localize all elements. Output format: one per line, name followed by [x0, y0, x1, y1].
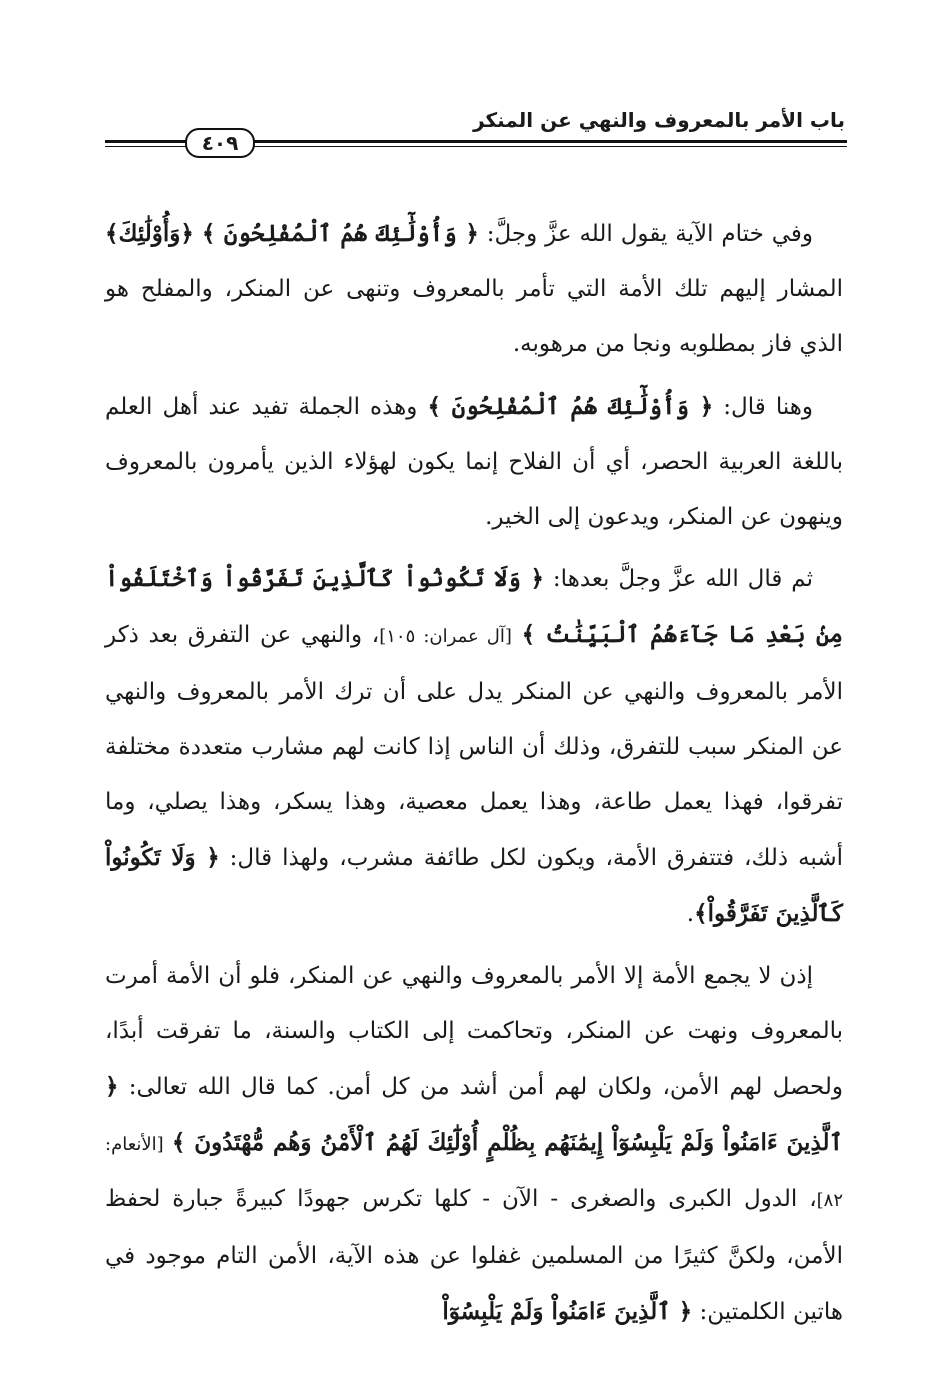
body-text-segment: إذن لا يجمع الأمة إلا الأمر بالمعروف والنهي عن المنكر، فلو أن الأمة أمرت بالمعروف ونهت عن المنكر، وتحاكمت إلى الكتاب والسنة، ما تفرقت أبدًا، ولحصل لهم الأمن، ولكان لهم أمن أشد من كل أمن. كما قال الله تعالى:	[105, 962, 843, 1101]
quran-verse: ﴿ وَلَا تَكُونُواْ كَٱلَّذِينَ تَفَرَّقُواْ وَٱخْتَلَفُواْ مِنۢ بَعْدِ مَا جَآءَهُمُ ٱلْبَيِّنَٰتُ ﴾	[105, 565, 843, 649]
body-text-segment	[164, 1130, 172, 1156]
quran-verse: ﴿ وَأُوْلَٰٓئِكَ هُمُ ٱلْمُفْلِحُونَ ﴾	[427, 392, 714, 420]
paragraph	[105, 551, 843, 942]
body-text-segment: وفي ختام الآية يقول الله عزَّ وجلَّ:	[478, 221, 814, 247]
body-text-segment	[512, 622, 522, 648]
quran-verse: ﴿ ٱلَّذِينَ ءَامَنُواْ وَلَمْ يَلْبِسُوٓاْ	[442, 1297, 693, 1325]
page-number: ٤٠٩	[185, 128, 255, 158]
verse-reference: [آل عمران: ١٠٥]	[379, 626, 512, 648]
body-text-segment: ، الدول الكبرى والصغرى - الآن - كلها تكرس جهودًا كبيرةً جبارة لحفظ الأمن، ولكنَّ كثيرًا من المسلمين غفلوا عن هذه الآية، الأمن التام موجود في هاتين الكلمتين:	[105, 1186, 843, 1325]
verse-reference: [الأنعام: ٨٢]	[105, 1134, 843, 1212]
quran-verse: ﴿ ٱلَّذِينَ ءَامَنُواْ وَلَمْ يَلْبِسُوٓاْ إِيمَٰنَهُم بِظُلْمٍ أُوْلَٰٓئِكَ لَهُمُ ٱلْأَمْنُ وَهُم مُّهْتَدُونَ ﴾	[105, 1073, 843, 1157]
quran-verse: ﴿ وَلَا تَكُونُواْ كَٱلَّذِينَ تَفَرَّقُواْ﴾	[105, 844, 843, 928]
body-text-segment: وهذه الجملة تفيد عند أهل العلم باللغة العربية الحصر، أي أن الفلاح إنما يكون لهؤلاء الذين يأمرون بالمعروف وينهون عن المنكر، ويدعون إلى الخير.	[105, 393, 843, 531]
body-text-segment	[194, 221, 202, 247]
chapter-title: باب الأمر بالمعروف والنهي عن المنكر	[473, 108, 845, 132]
body-text-segment: ثم قال الله عزَّ وجلَّ بعدها:	[544, 566, 814, 593]
paragraph	[105, 379, 843, 546]
body-text-segment: وهنا قال:	[713, 393, 813, 420]
paragraph	[105, 949, 843, 1340]
body-text-segment: .	[686, 901, 695, 928]
body-text-segment: ، والنهي عن التفرق بعد ذكر الأمر بالمعروف والنهي عن المنكر يدل على أن ترك الأمر بالمعروف والنهي عن المنكر سبب للتفرق، وذلك أن الناس إذا كانت لهم مشارب متعددة مختلفة تفرقوا، فهذا يعمل طاعة، وهذا يعمل معصية، وهذا يسكر، وهذا يصلي، وما أشبه ذلك، فتتفرق الأمة، ويكون لكل طائفة مشرب، ولهذا قال:	[105, 622, 844, 872]
quran-verse: ﴿ وَأُوْلَٰٓئِكَ هُمُ ٱلْمُفْلِحُونَ ﴾	[201, 220, 479, 247]
page-header	[105, 100, 845, 160]
body-text-segment: المشار إليهم تلك الأمة التي تأمر بالمعروف وتنهى عن المنكر، والمفلح هو الذي فاز بمطلوبه ونجا من مرهوبه.	[105, 276, 843, 358]
quran-verse: ﴿وَأُوْلَٰئِكَ﴾	[105, 220, 194, 247]
main-text	[105, 206, 843, 1340]
paragraph	[105, 206, 843, 373]
